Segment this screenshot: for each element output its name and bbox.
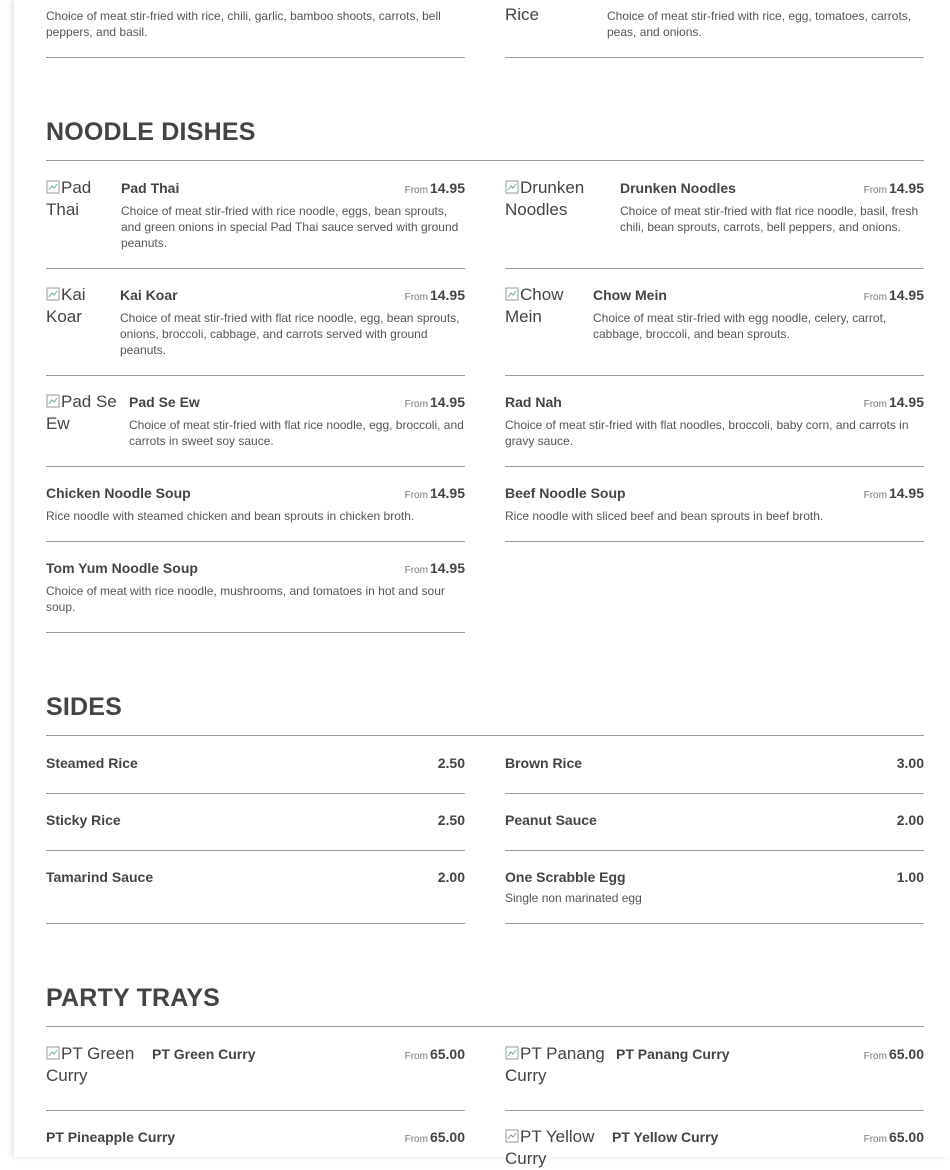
item-description: Choice of meat with rice noodle, mushrooms, and tomatoes in hot and sour soup. bbox=[46, 584, 445, 614]
image-alt-text: Rice bbox=[505, 5, 540, 24]
divider bbox=[505, 793, 924, 794]
item-description: Rice noodle with steamed chicken and bean sprouts in chicken broth. bbox=[46, 509, 415, 523]
dish-image[interactable] bbox=[505, 284, 585, 328]
item-description: Single non marinated egg bbox=[505, 891, 642, 905]
item-price: 3.00 bbox=[896, 755, 924, 771]
item-description: Choice of meat stir-fried with flat rice noodle, basil, fresh chili, bean sprouts, carrots, bell peppers, and onions. bbox=[620, 204, 919, 234]
item-name[interactable]: One Scrabble Egg bbox=[505, 869, 626, 885]
broken-image-icon bbox=[505, 287, 519, 301]
divider bbox=[46, 57, 465, 58]
broken-image-icon bbox=[46, 180, 60, 194]
item-name[interactable]: Sticky Rice bbox=[46, 812, 121, 828]
divider bbox=[505, 375, 924, 376]
item-name[interactable]: Rad Nah bbox=[505, 394, 562, 410]
item-price: From 14.95 bbox=[404, 180, 465, 196]
item-name[interactable]: PT Pineapple Curry bbox=[46, 1129, 176, 1145]
divider bbox=[505, 541, 924, 542]
item-description: Choice of meat stir-fried with flat rice noodle, egg, bean sprouts, onions, broccoli, cabbage, and carrots served with ground peanuts. bbox=[120, 311, 460, 357]
image-alt-text: Chow Mein bbox=[505, 285, 564, 326]
dish-image[interactable] bbox=[505, 177, 605, 221]
image-alt-text: Drunken Noodles bbox=[505, 178, 585, 219]
item-price: From 65.00 bbox=[863, 1129, 924, 1145]
divider bbox=[46, 268, 465, 269]
section-title-party-trays: PARTY TRAYS bbox=[46, 984, 221, 1012]
divider bbox=[46, 375, 465, 376]
divider bbox=[46, 541, 465, 542]
item-name[interactable]: PT Panang Curry bbox=[616, 1046, 730, 1062]
image-alt-text: Kai Koar bbox=[46, 285, 86, 326]
item-price: From 14.95 bbox=[863, 394, 924, 410]
item-price: 2.00 bbox=[896, 812, 924, 828]
broken-image-icon bbox=[505, 180, 519, 194]
dish-image[interactable] bbox=[46, 177, 116, 221]
divider bbox=[505, 1110, 924, 1111]
section-title-noodle-dishes: NOODLE DISHES bbox=[46, 118, 256, 146]
item-description: Choice of meat stir-fried with rice, egg, tomatoes, carrots, peas, and onions. bbox=[607, 9, 912, 39]
item-price: 2.50 bbox=[437, 812, 465, 828]
image-alt-text: Pad Se Ew bbox=[46, 392, 117, 433]
section-divider bbox=[46, 735, 924, 736]
dish-image[interactable] bbox=[46, 391, 122, 435]
item-name[interactable]: PT Green Curry bbox=[152, 1046, 256, 1062]
item-name[interactable]: Chow Mein bbox=[593, 287, 667, 303]
item-price: From 14.95 bbox=[863, 180, 924, 196]
section-title-sides: SIDES bbox=[46, 693, 123, 721]
divider bbox=[505, 268, 924, 269]
section-divider bbox=[46, 1026, 924, 1027]
image-alt-text: PT Yellow Curry bbox=[505, 1127, 595, 1168]
item-price: From 14.95 bbox=[863, 485, 924, 501]
broken-image-icon bbox=[46, 1046, 60, 1060]
divider bbox=[505, 57, 924, 58]
item-name[interactable]: Pad Se Ew bbox=[129, 394, 200, 410]
dish-image[interactable] bbox=[505, 4, 595, 26]
item-price: From 14.95 bbox=[863, 287, 924, 303]
dish-image[interactable] bbox=[505, 1126, 605, 1168]
item-name[interactable]: Tom Yum Noodle Soup bbox=[46, 560, 198, 576]
item-description: Choice of meat stir-fried with rice, chili, garlic, bamboo shoots, carrots, bell peppers, and basil. bbox=[46, 9, 441, 39]
item-name[interactable]: Tamarind Sauce bbox=[46, 869, 154, 885]
broken-image-icon bbox=[505, 1046, 519, 1060]
item-price: From 14.95 bbox=[404, 485, 465, 501]
item-description: Choice of meat stir-fried with flat rice noodle, egg, broccoli, and carrots in sweet soy sauce. bbox=[129, 418, 464, 448]
item-description: Choice of meat stir-fried with rice noodle, eggs, bean sprouts, and green onions in special Pad Thai sauce served with ground peanuts. bbox=[121, 204, 459, 250]
dish-image[interactable] bbox=[505, 1043, 611, 1087]
dish-image[interactable] bbox=[46, 284, 110, 328]
dish-image[interactable] bbox=[46, 1043, 146, 1087]
item-name[interactable]: Drunken Noodles bbox=[620, 180, 736, 196]
item-price: 2.00 bbox=[437, 869, 465, 885]
divider bbox=[505, 466, 924, 467]
divider bbox=[46, 850, 465, 851]
divider bbox=[505, 850, 924, 851]
item-description: Choice of meat stir-fried with flat noodles, broccoli, baby corn, and carrots in gravy sauce. bbox=[505, 418, 909, 448]
item-name[interactable]: PT Yellow Curry bbox=[612, 1129, 719, 1145]
item-price: 1.00 bbox=[896, 869, 924, 885]
item-name[interactable]: Beef Noodle Soup bbox=[505, 485, 626, 501]
item-name[interactable]: Peanut Sauce bbox=[505, 812, 597, 828]
divider bbox=[505, 923, 924, 924]
divider bbox=[46, 923, 465, 924]
item-description: Choice of meat stir-fried with egg noodle, celery, carrot, cabbage, broccoli, and bean sprouts. bbox=[593, 311, 887, 341]
item-price: From 14.95 bbox=[404, 287, 465, 303]
divider bbox=[46, 466, 465, 467]
divider bbox=[46, 632, 465, 633]
item-price: From 65.00 bbox=[404, 1129, 465, 1145]
item-name[interactable]: Kai Koar bbox=[120, 287, 178, 303]
image-alt-text: PT Green Curry bbox=[46, 1044, 135, 1085]
item-name[interactable]: Chicken Noodle Soup bbox=[46, 485, 191, 501]
broken-image-icon bbox=[46, 394, 60, 408]
broken-image-icon bbox=[505, 1129, 519, 1143]
item-name[interactable]: Brown Rice bbox=[505, 755, 583, 771]
item-price: 2.50 bbox=[437, 755, 465, 771]
broken-image-icon bbox=[46, 287, 60, 301]
image-alt-text: Pad Thai bbox=[46, 178, 92, 219]
item-price: From 14.95 bbox=[404, 394, 465, 410]
item-name[interactable]: Pad Thai bbox=[121, 180, 180, 196]
divider bbox=[46, 1110, 465, 1111]
item-price: From 14.95 bbox=[404, 560, 465, 576]
item-description: Rice noodle with sliced beef and bean sprouts in beef broth. bbox=[505, 509, 824, 523]
divider bbox=[46, 793, 465, 794]
section-divider bbox=[46, 160, 924, 161]
item-name[interactable]: Steamed Rice bbox=[46, 755, 138, 771]
image-alt-text: PT Panang Curry bbox=[505, 1044, 605, 1085]
item-price: From 65.00 bbox=[863, 1046, 924, 1062]
item-price: From 65.00 bbox=[404, 1046, 465, 1062]
